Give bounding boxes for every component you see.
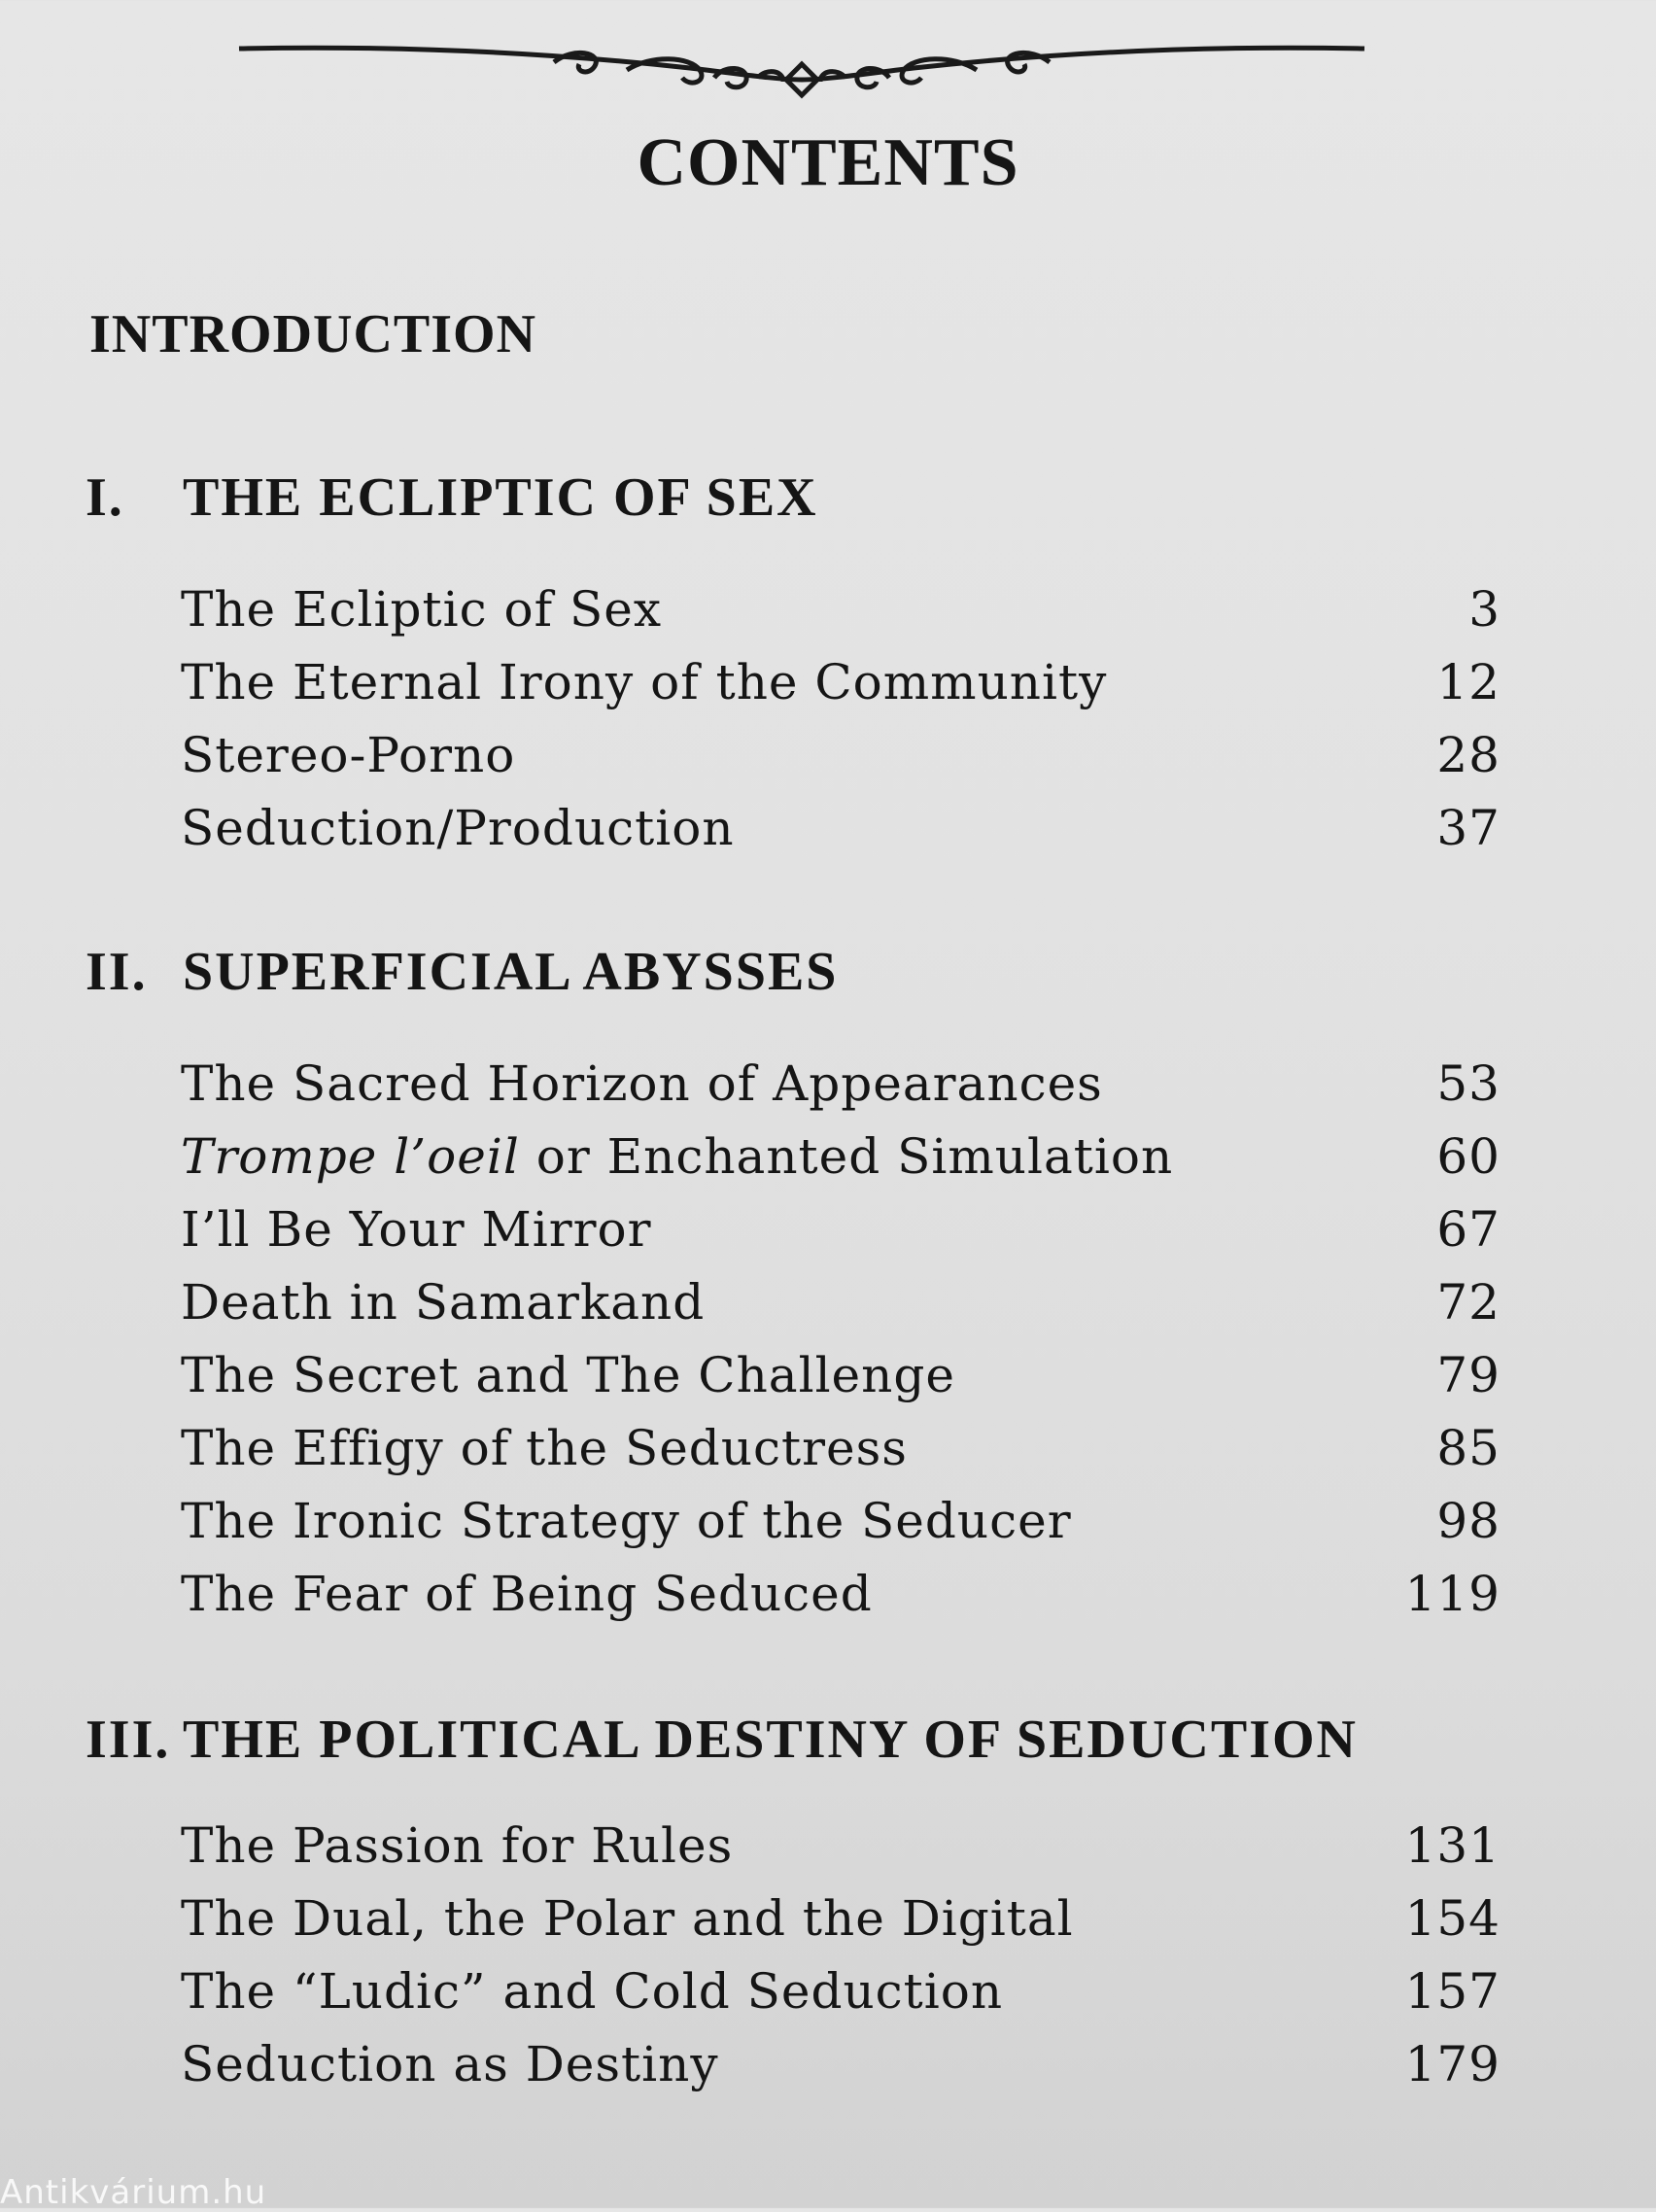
entry-page: 131 xyxy=(1404,1817,1501,1874)
entry-page: 72 xyxy=(1436,1274,1501,1331)
entry-page: 60 xyxy=(1436,1128,1501,1185)
entry-page: 119 xyxy=(1404,1566,1501,1622)
entry-page: 85 xyxy=(1436,1420,1501,1476)
entry-title: The Secret and The Challenge xyxy=(181,1347,955,1403)
part-2-entries xyxy=(181,1055,1501,1639)
entry-page: 53 xyxy=(1436,1055,1501,1112)
toc-entry xyxy=(181,1274,1501,1347)
entry-page: 37 xyxy=(1436,800,1501,856)
toc-entry xyxy=(181,800,1501,873)
entry-page: 98 xyxy=(1436,1493,1501,1549)
entry-page: 3 xyxy=(1468,581,1501,638)
decorative-flourish xyxy=(233,35,1370,103)
entry-title: Seduction/Production xyxy=(181,800,735,856)
entry-page: 154 xyxy=(1404,1890,1501,1947)
toc-entry xyxy=(181,1493,1501,1566)
entry-title: Stereo-Porno xyxy=(181,727,516,783)
part-number: II. xyxy=(86,942,148,1002)
entry-title: Death in Samarkand xyxy=(181,1274,706,1331)
entry-page: 157 xyxy=(1404,1963,1501,2020)
entry-page: 179 xyxy=(1404,2036,1501,2092)
entry-title: The Effigy of the Seductress xyxy=(181,1420,908,1476)
entry-title: Seduction as Destiny xyxy=(181,2036,719,2092)
entry-page: 67 xyxy=(1436,1201,1501,1258)
toc-entry xyxy=(181,1201,1501,1274)
toc-entry xyxy=(181,2036,1501,2109)
toc-entry xyxy=(181,1055,1501,1128)
toc-entry xyxy=(181,1963,1501,2036)
entry-title-mixed xyxy=(181,1128,1173,1185)
entry-title: I’ll Be Your Mirror xyxy=(181,1201,652,1258)
entry-title: The Eternal Irony of the Community xyxy=(181,654,1108,710)
toc-entry xyxy=(181,654,1501,727)
toc-entry xyxy=(181,1890,1501,1963)
introduction-heading: INTRODUCTION xyxy=(89,304,537,364)
entry-title: The “Ludic” and Cold Seduction xyxy=(181,1963,1004,2020)
part-number: I. xyxy=(86,467,124,528)
part-title: SUPERFICIAL ABYSSES xyxy=(183,942,839,1002)
part-number: III. xyxy=(86,1710,171,1770)
entry-title: The Ecliptic of Sex xyxy=(181,581,663,638)
toc-entry xyxy=(181,1347,1501,1420)
toc-entry xyxy=(181,1566,1501,1639)
entry-title-italic: Trompe l’oeil xyxy=(181,1128,520,1185)
part-1-entries xyxy=(181,581,1501,873)
toc-entry xyxy=(181,1817,1501,1890)
entry-page: 79 xyxy=(1436,1347,1501,1403)
page-title: CONTENTS xyxy=(637,125,1019,200)
part-3-entries xyxy=(181,1817,1501,2109)
toc-entry xyxy=(181,581,1501,654)
part-title: THE ECLIPTIC OF SEX xyxy=(183,467,818,528)
entry-title: The Sacred Horizon of Appearances xyxy=(181,1055,1103,1112)
entry-title: The Ironic Strategy of the Seducer xyxy=(181,1493,1072,1549)
entry-title: The Dual, the Polar and the Digital xyxy=(181,1890,1074,1947)
entry-title: The Passion for Rules xyxy=(181,1817,734,1874)
toc-entry xyxy=(181,1128,1501,1201)
entry-page: 28 xyxy=(1436,727,1501,783)
entry-page: 12 xyxy=(1436,654,1501,710)
entry-title: or Enchanted Simulation xyxy=(519,1128,1174,1185)
entry-title: The Fear of Being Seduced xyxy=(181,1566,873,1622)
toc-entry xyxy=(181,727,1501,800)
watermark-text: Antikvárium.hu xyxy=(0,2173,267,2212)
toc-entry xyxy=(181,1420,1501,1493)
part-title: THE POLITICAL DESTINY OF SEDUCTION xyxy=(183,1710,1358,1770)
